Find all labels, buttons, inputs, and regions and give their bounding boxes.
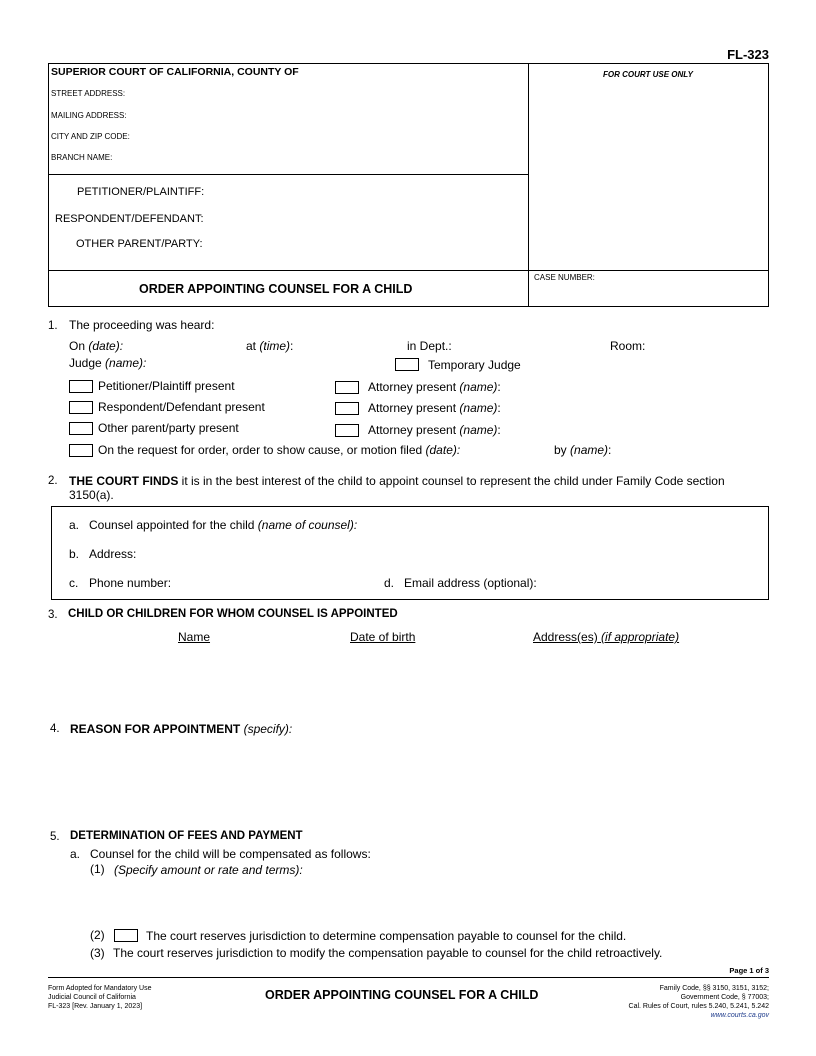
counsel-name-label: Counsel appointed for the child (name of counsel): [89, 518, 358, 532]
reserve-jurisdiction-label: The court reserves jurisdiction to determine compensation payable to counsel for the child. [146, 929, 627, 943]
temporary-judge-label: Temporary Judge [428, 358, 521, 372]
judge-label: Judge (name): [69, 356, 147, 370]
petitioner-present-checkbox[interactable] [69, 380, 93, 393]
petitioner-present-label: Petitioner/Plaintiff present [98, 379, 235, 393]
other-parent-present-label: Other parent/party present [98, 421, 239, 435]
respondent-attorney-checkbox[interactable] [335, 402, 359, 415]
item2c-letter: c. [69, 576, 79, 590]
item4-number: 4. [50, 723, 60, 735]
caption-divider [48, 174, 529, 175]
mailing-address-label: MAILING ADDRESS: [51, 111, 127, 120]
footer-title: ORDER APPOINTING COUNSEL FOR A CHILD [265, 988, 539, 1002]
counsel-phone-label: Phone number: [89, 576, 172, 590]
courts-website-link[interactable]: www.courts.ca.gov [710, 1012, 769, 1019]
respondent-present-checkbox[interactable] [69, 401, 93, 414]
respondent-attorney-label: Attorney present (name): [368, 401, 501, 415]
other-parent-attorney-checkbox[interactable] [335, 424, 359, 437]
child-dob-column-header: Date of birth [350, 630, 416, 644]
item3-heading: CHILD OR CHILDREN FOR WHOM COUNSEL IS APPOINTED [68, 608, 398, 620]
caption-divider [48, 270, 769, 271]
item2d-letter: d. [384, 576, 395, 590]
item1-heading: The proceeding was heard: [69, 318, 215, 332]
item4-heading: REASON FOR APPOINTMENT (specify): [70, 722, 293, 736]
request-filed-checkbox[interactable] [69, 444, 93, 457]
item1-number: 1. [48, 320, 58, 332]
court-use-label: FOR COURT USE ONLY [603, 70, 693, 79]
street-address-label: STREET ADDRESS: [51, 89, 126, 98]
case-number-label: CASE NUMBER: [534, 273, 595, 282]
item2b-letter: b. [69, 547, 80, 561]
item2-number: 2. [48, 475, 58, 487]
hearing-date-label: On (date): [69, 339, 124, 353]
modify-compensation-label: The court reserves jurisdiction to modify the compensation payable to counsel for the child retroactively. [113, 946, 663, 960]
respondent-label: RESPONDENT/DEFENDANT: [55, 213, 204, 225]
reserve-jurisdiction-checkbox[interactable] [114, 929, 138, 942]
footer-citations: Family Code, §§ 3150, 3151, 3152; Government Code, § 77003; Cal. Rules of Court, rules 5.240, 5.241, 5.242 www.courts.ca.gov [628, 985, 769, 1019]
item5a-letter: a. [70, 847, 81, 861]
request-by-label: by (name): [554, 443, 612, 457]
branch-name-label: BRANCH NAME: [51, 153, 113, 162]
counsel-address-label: Address: [89, 547, 137, 561]
city-zip-label: CITY AND ZIP CODE: [51, 132, 130, 141]
form-title: ORDER APPOINTING COUNSEL FOR A CHILD [139, 282, 413, 296]
page-number: Page 1 of 3 [729, 966, 769, 975]
item5-heading: DETERMINATION OF FEES AND PAYMENT [70, 830, 303, 842]
item2-text-cont: 3150(a). [69, 488, 114, 502]
compensation-label: Counsel for the child will be compensated as follows: [90, 847, 371, 861]
form-id: FL-323 [727, 47, 769, 62]
hearing-time-label: at (time): [246, 339, 294, 353]
temporary-judge-checkbox[interactable] [395, 358, 419, 371]
court-name-label: SUPERIOR COURT OF CALIFORNIA, COUNTY OF [51, 66, 299, 78]
other-parent-present-checkbox[interactable] [69, 422, 93, 435]
request-filed-label: On the request for order, order to show cause, or motion filed (date): [98, 443, 461, 457]
item3-number: 3. [48, 609, 58, 621]
child-name-column-header: Name [178, 630, 211, 644]
respondent-present-label: Respondent/Defendant present [98, 400, 265, 414]
footer-adoption: Form Adopted for Mandatory Use Judicial Council of California FL-323 [Rev. January 1, 2023] [48, 985, 152, 1010]
dept-label: in Dept.: [407, 339, 452, 353]
room-label: Room: [610, 339, 646, 353]
compensation-terms-label: (Specify amount or rate and terms): [114, 863, 303, 877]
item5a3-number: (3) [90, 946, 105, 960]
counsel-email-label: Email address (optional): [404, 576, 537, 590]
item5a2-number: (2) [90, 928, 105, 942]
other-parent-label: OTHER PARENT/PARTY: [76, 238, 203, 250]
item5a1-number: (1) [90, 862, 105, 876]
petitioner-label: PETITIONER/PLAINTIFF: [77, 186, 205, 198]
item2-text: THE COURT FINDS it is in the best interest of the child to appoint counsel to represent the child under Family Code section [69, 474, 725, 488]
item5-number: 5. [50, 831, 60, 843]
petitioner-attorney-label: Attorney present (name): [368, 380, 501, 394]
footer-rule [48, 977, 769, 978]
petitioner-attorney-checkbox[interactable] [335, 381, 359, 394]
item2a-letter: a. [69, 518, 80, 532]
child-address-column-header: Address(es) (if appropriate) [533, 630, 680, 644]
other-parent-attorney-label: Attorney present (name): [368, 423, 501, 437]
